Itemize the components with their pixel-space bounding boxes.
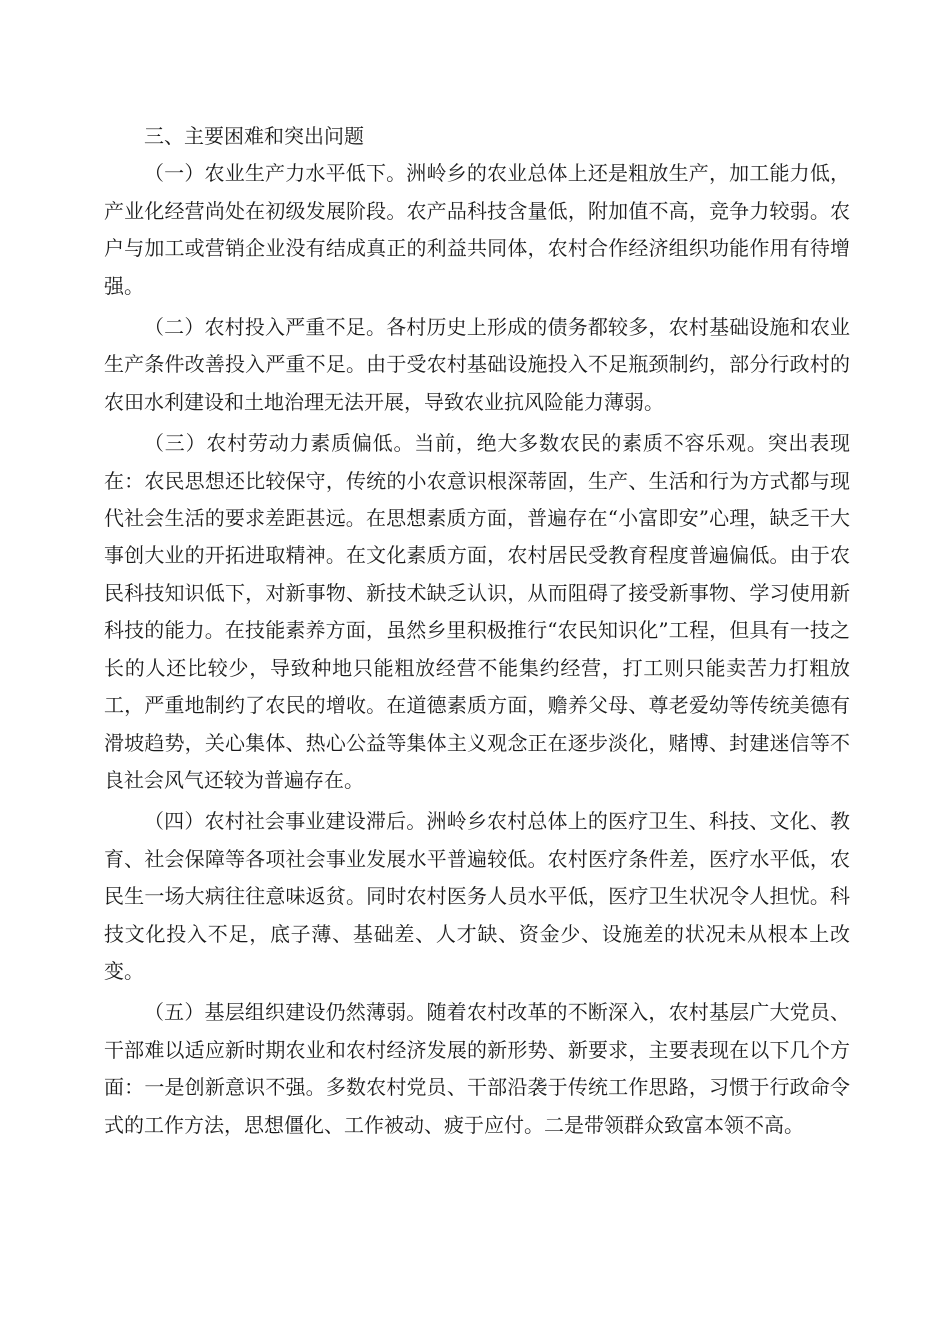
document-body [104, 118, 850, 1144]
paragraph-4: （四）农村社会事业建设滞后。洲岭乡农村总体上的医疗卫生、科技、文化、教育、社会保障等各项社会事业发展水平普遍较低。农村医疗条件差，医疗水平低，农民生一场大病往往意味返贫。同时农村医务人员水平低，医疗卫生状况令人担忧。科技文化投入不足，底子薄、基础差、人才缺、资金少、设施差的状况未从根本上改变。 [104, 809, 850, 983]
section-heading: 三、主要困难和突出问题 [144, 124, 364, 148]
paragraph-5: （五）基层组织建设仍然薄弱。随着农村改革的不断深入，农村基层广大党员、干部难以适应新时期农业和农村经济发展的新形势、新要求，主要表现在以下几个方面：一是创新意识不强。多数农村党员、干部沿袭于传统工作思路，习惯于行政命令式的工作方法，思想僵化、工作被动、疲于应付。二是带领群众致富本领不高。 [104, 1000, 850, 1137]
paragraph-1: （一）农业生产力水平低下。洲岭乡的农业总体上还是粗放生产，加工能力低，产业化经营尚处在初级发展阶段。农产品科技含量低，附加值不高，竞争力较弱。农户与加工或营销企业没有结成真正的利益共同体，农村合作经济组织功能作用有待增强。 [104, 161, 850, 298]
paragraph-2: （二）农村投入严重不足。各村历史上形成的债务都较多，农村基础设施和农业生产条件改善投入严重不足。由于受农村基础设施投入不足瓶颈制约，部分行政村的农田水利建设和土地治理无法开展，导致农业抗风险能力薄弱。 [104, 315, 850, 414]
paragraph-3: （三）农村劳动力素质偏低。当前，绝大多数农民的素质不容乐观。突出表现在：农民思想还比较保守，传统的小农意识根深蒂固，生产、生活和行为方式都与现代社会生活的要求差距甚远。在思想素质方面，普遍存在“小富即安”心理，缺乏干大事创大业的开拓进取精神。在文化素质方面，农村居民受教育程度普遍偏低。由于农民科技知识低下，对新事物、新技术缺乏认识，从而阻碍了接受新事物、学习使用新科技的能力。在技能素养方面，虽然乡里积极推行“农民知识化”工程，但具有一技之长的人还比较少，导致种地只能粗放经营不能集约经营，打工则只能卖苦力打粗放工，严重地制约了农民的增收。在道德素质方面，赡养父母、尊老爱幼等传统美德有滑坡趋势，关心集体、热心公益等集体主义观念正在逐步淡化，赌博、封建迷信等不良社会风气还较为普遍存在。 [104, 431, 850, 792]
